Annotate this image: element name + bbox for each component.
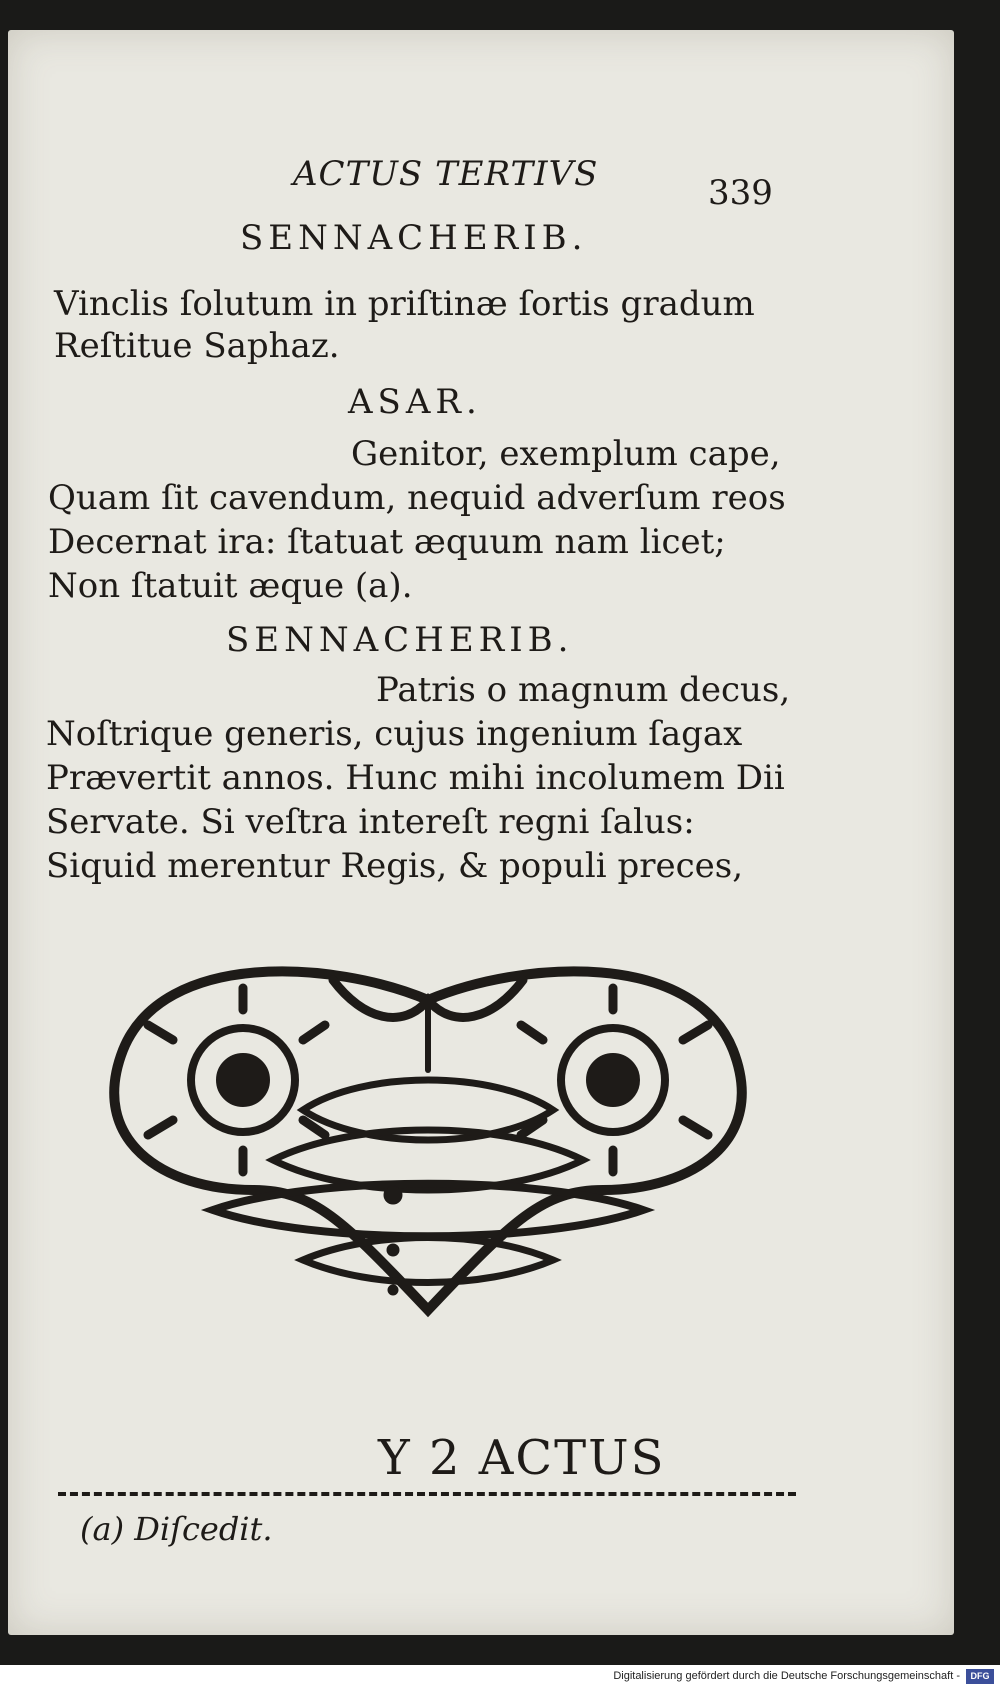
verse-line: Servate. Si veſtra intereſt regni ſalus: xyxy=(46,802,695,842)
verse-line: Quam ſit cavendum, nequid adverſum reos xyxy=(48,478,786,518)
verse-line: Prævertit annos. Hunc mihi incolumem Dii xyxy=(46,758,785,798)
speaker-name: SENNACHERIB. xyxy=(240,218,588,258)
footnote: (a) Diſcedit. xyxy=(80,1510,273,1548)
verse-line: Non ſtatuit æque (a). xyxy=(48,566,413,606)
tailpiece-ornament xyxy=(103,960,753,1350)
book-page xyxy=(8,30,954,1635)
page-number: 339 xyxy=(708,173,773,213)
verse-line: Reſtitue Saphaz. xyxy=(54,326,340,366)
funding-credit: Digitalisierung gefördert durch die Deutsche Forschungsgemeinschaft - xyxy=(613,1670,960,1682)
speaker-name: SENNACHERIB. xyxy=(226,620,574,660)
footnote-rule xyxy=(58,1492,796,1500)
verse-line: Decernat ira: ſtatuat æquum nam licet; xyxy=(48,522,726,562)
dfg-logo-icon: DFG xyxy=(966,1669,994,1684)
verse-line: Noſtrique generis, cujus ingenium ſagax xyxy=(46,714,743,754)
verse-line: Patris o magnum decus, xyxy=(376,670,791,710)
speaker-name: ASAR. xyxy=(348,382,482,422)
verse-line: Vinclis ſolutum in priſtinæ ſortis gradum xyxy=(54,284,755,324)
catchword: Y 2 ACTUS xyxy=(378,1430,666,1486)
verse-line: Siquid merentur Regis, & populi preces, xyxy=(46,846,744,886)
running-head: ACTUS TERTIVS xyxy=(293,154,599,194)
digitization-footer xyxy=(0,1665,1000,1690)
verse-line: Genitor, exemplum cape, xyxy=(351,434,781,474)
